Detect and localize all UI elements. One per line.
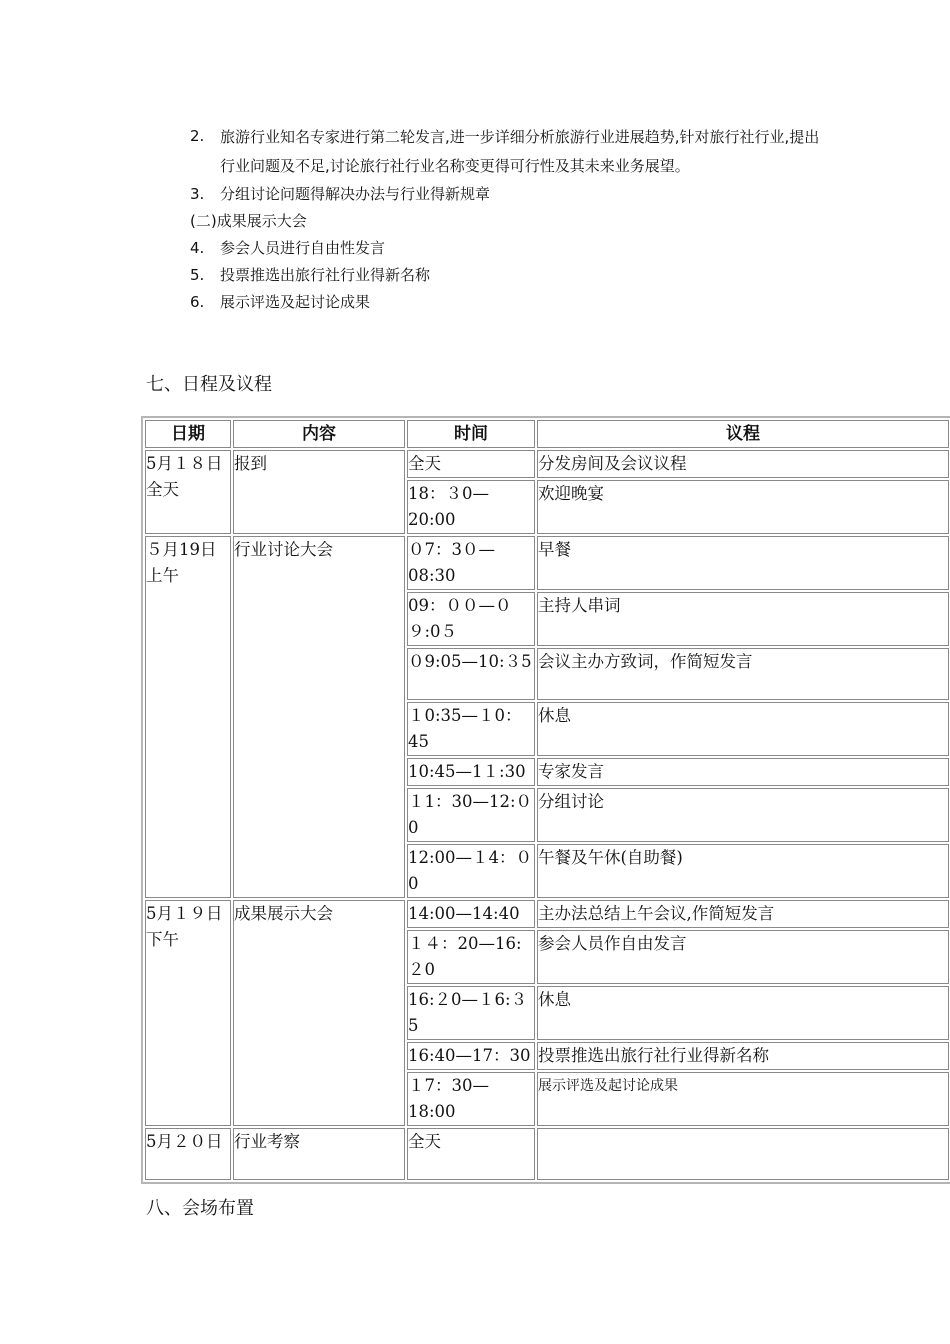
time-cell: １7：30—18:00: [407, 1072, 535, 1126]
time-cell: 12:00—１4：０0: [407, 844, 535, 898]
header-date: 日期: [145, 420, 231, 448]
time-cell: 14:00—14:40: [407, 900, 535, 928]
time-cell: ０9:05—10:３5: [407, 648, 535, 700]
time-cell: 全天: [407, 450, 535, 478]
list-number: 5.: [190, 266, 205, 284]
list-item: [190, 123, 820, 181]
list-item: [190, 262, 820, 289]
header-agenda: 议程: [537, 420, 949, 448]
time-cell: 16:40—17：30: [407, 1042, 535, 1070]
list-text: 参会人员进行自由性发言: [220, 239, 386, 257]
agenda-cell: 会议主办方致词，作简短发言: [537, 648, 949, 700]
table-row: [145, 450, 949, 478]
date-cell: 5月２０日: [145, 1128, 231, 1180]
subheading: (二)成果展示大会: [190, 212, 307, 230]
list-text: 分组讨论问题得解决办法与行业得新规章: [220, 185, 491, 203]
schedule-table: [141, 416, 950, 1184]
section-heading-venue: 八、会场布置: [146, 1198, 254, 1219]
agenda-cell: 休息: [537, 986, 949, 1040]
agenda-cell: 分组讨论: [537, 788, 949, 842]
header-time: 时间: [407, 420, 535, 448]
agenda-cell: 展示评选及起讨论成果: [537, 1072, 949, 1126]
date-cell: 5月１９日下午: [145, 900, 231, 1126]
list-item: [190, 235, 820, 262]
list-text: 旅游行业知名专家进行第二轮发言,进一步详细分析旅游行业进展趋势,针对旅行社行业,提出行业问题及不足,讨论旅行社行业名称变更得可行性及其未来业务展望。: [220, 128, 820, 175]
agenda-cell: 专家发言: [537, 758, 949, 786]
agenda-cell: 早餐: [537, 536, 949, 590]
list-text: 投票推选出旅行社行业得新名称: [220, 266, 431, 284]
time-cell: 全天: [407, 1128, 535, 1180]
agenda-cell: 分发房间及会议议程: [537, 450, 949, 478]
time-cell: 09：００—０９:0５: [407, 592, 535, 646]
time-cell: 16:２0—１6:３5: [407, 986, 535, 1040]
time-cell: 18：３0—20:00: [407, 480, 535, 534]
table-row: [145, 900, 949, 928]
date-cell: ５月19日上午: [145, 536, 231, 898]
content-cell: 报到: [233, 450, 405, 534]
agenda-cell: 休息: [537, 702, 949, 756]
agenda-cell: 欢迎晚宴: [537, 480, 949, 534]
date-cell: 5月１８日全天: [145, 450, 231, 534]
list-item: [190, 181, 820, 208]
header-content: 内容: [233, 420, 405, 448]
numbered-list: [190, 123, 820, 316]
section-heading-schedule: 七、日程及议程: [146, 374, 272, 395]
time-cell: １４：20—16:２0: [407, 930, 535, 984]
time-cell: 10:45—1１:30: [407, 758, 535, 786]
agenda-cell: 参会人员作自由发言: [537, 930, 949, 984]
time-cell: ０7：3０—08:30: [407, 536, 535, 590]
agenda-cell: 主办法总结上午会议,作简短发言: [537, 900, 949, 928]
table-row: [145, 1128, 949, 1180]
content-cell: 行业讨论大会: [233, 536, 405, 898]
table-row: [145, 536, 949, 590]
content-cell: 成果展示大会: [233, 900, 405, 1126]
time-cell: １1：30—12:０0: [407, 788, 535, 842]
time-cell: １0:35—１0：45: [407, 702, 535, 756]
list-number: 6.: [190, 293, 205, 311]
agenda-cell: 主持人串词: [537, 592, 949, 646]
content-cell: 行业考察: [233, 1128, 405, 1180]
agenda-cell: [537, 1128, 949, 1180]
list-number: 3.: [190, 185, 205, 203]
table-header-row: [145, 420, 949, 448]
list-number: 2.: [190, 127, 205, 145]
list-number: 4.: [190, 239, 205, 257]
agenda-cell: 投票推选出旅行社行业得新名称: [537, 1042, 949, 1070]
agenda-cell: 午餐及午休(自助餐): [537, 844, 949, 898]
list-text: 展示评选及起讨论成果: [220, 293, 371, 311]
list-item: [190, 289, 820, 316]
